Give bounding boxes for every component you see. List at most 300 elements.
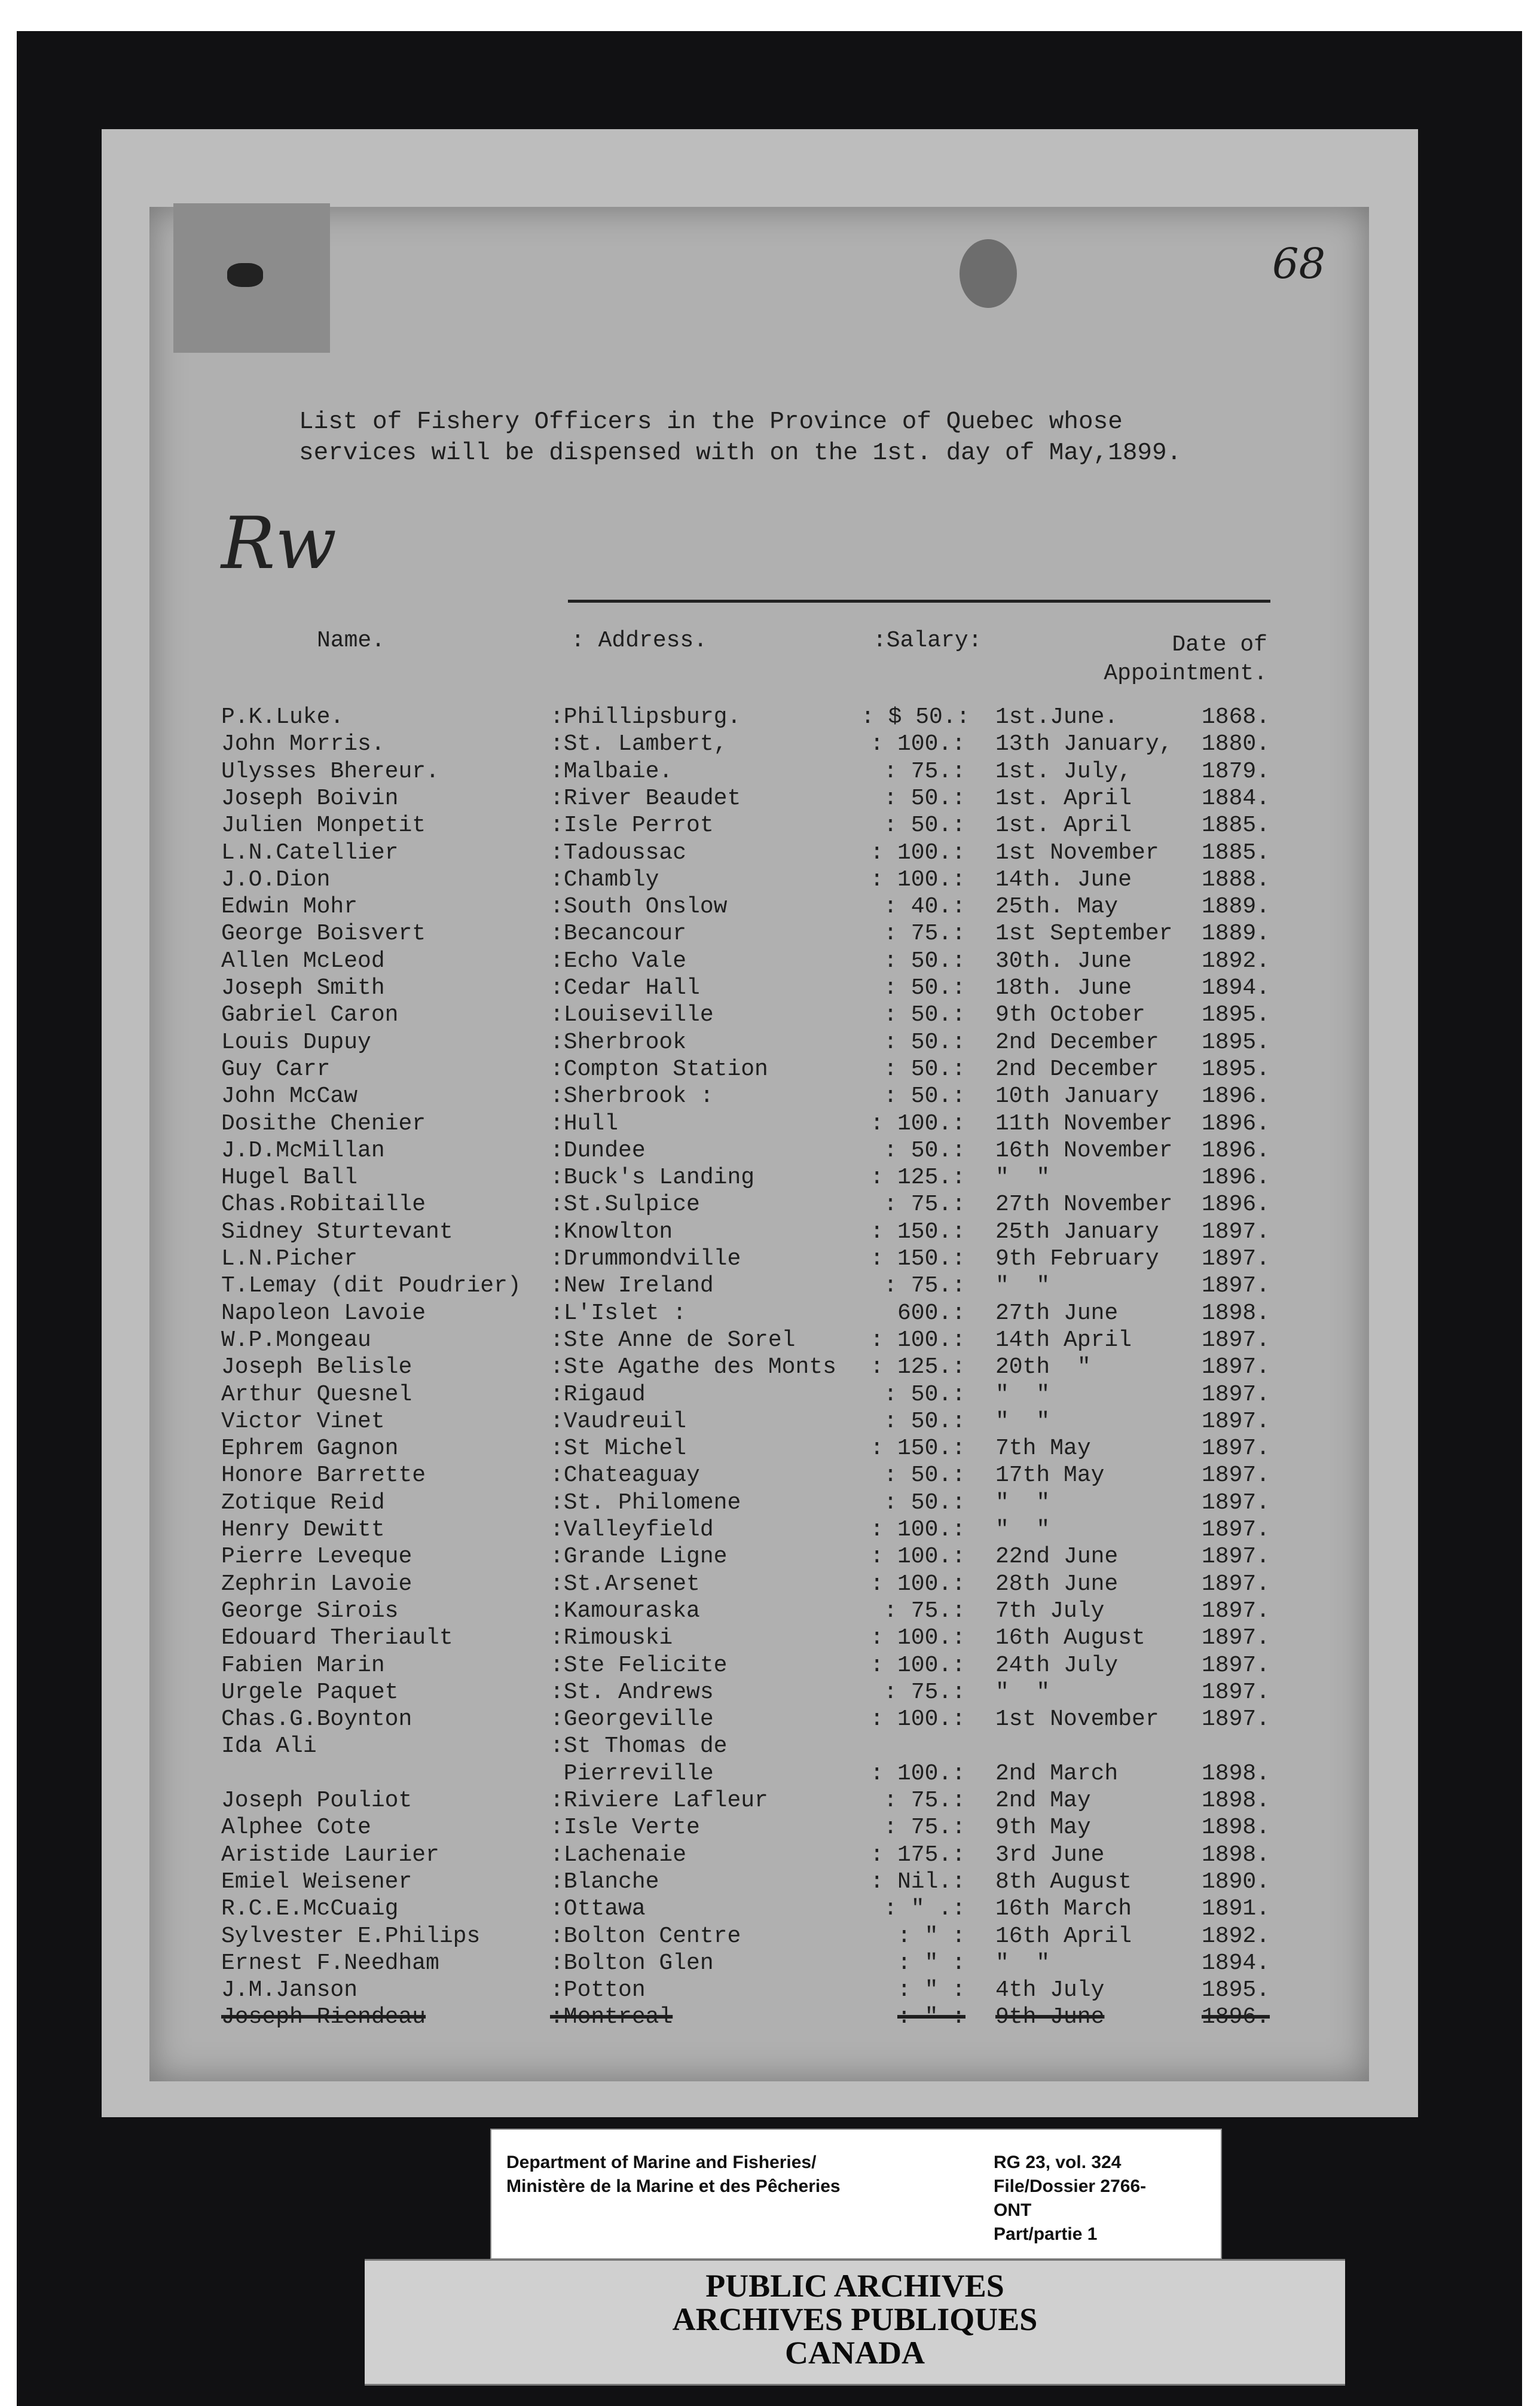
officer-name: Joseph Boivin (221, 786, 399, 811)
officer-salary: : 75.: (884, 1815, 965, 1840)
officer-salary: : " : (897, 2004, 965, 2030)
officer-appointment-year: 1897. (1202, 1382, 1270, 1407)
officer-address: :St Michel (550, 1436, 687, 1461)
officer-appointment-date: 22nd June (995, 1544, 1119, 1570)
officer-row (0, 1571, 1540, 1598)
officer-appointment-date: 2nd May (995, 1788, 1091, 1813)
officer-row (0, 1625, 1540, 1651)
officer-row (0, 1111, 1540, 1137)
officer-appointment-date: 1st.June. (995, 704, 1119, 730)
officer-address: :Bolton Centre (550, 1923, 741, 1949)
officer-appointment-year: 1897. (1202, 1219, 1270, 1245)
officer-row (0, 1327, 1540, 1354)
officer-name: Zotique Reid (221, 1490, 385, 1516)
officer-row (0, 2004, 1540, 2031)
document-title (299, 407, 1255, 469)
officer-appointment-year: 1885. (1202, 840, 1270, 866)
officer-salary: : 50.: (884, 1083, 965, 1109)
officer-appointment-year: 1894. (1202, 1950, 1270, 1976)
officer-appointment-year: 1897. (1202, 1706, 1270, 1732)
officer-name: Sidney Sturtevant (221, 1219, 453, 1245)
officer-address: :Bolton Glen (550, 1950, 714, 1976)
officer-appointment-date: 9th February (995, 1246, 1159, 1272)
officer-salary: : 150.: (870, 1219, 965, 1245)
officer-row (0, 894, 1540, 920)
officer-address: Pierreville (550, 1761, 714, 1787)
officer-name: T.Lemay (dit Poudrier) (221, 1273, 521, 1299)
officer-appointment-year: 1897. (1202, 1653, 1270, 1678)
officer-appointment-date: 30th. June (995, 948, 1132, 974)
officer-appointment-date: 2nd December (995, 1030, 1159, 1055)
archive-reference (994, 2151, 1209, 2246)
officer-row (0, 1544, 1540, 1570)
archive-department (506, 2151, 937, 2199)
archive-department-en: Department of Marine and Fisheries/ (506, 2152, 817, 2172)
officer-appointment-year: 1892. (1202, 948, 1270, 974)
officer-appointment-year: 1896. (1202, 2004, 1270, 2030)
officer-address: :Echo Vale (550, 948, 687, 974)
archive-ref-ont: ONT (994, 2200, 1032, 2220)
officer-salary: : 50.: (884, 1382, 965, 1407)
officer-salary: : 100.: (870, 1653, 965, 1678)
officer-salary: : 50.: (884, 1138, 965, 1164)
officer-appointment-year: 1895. (1202, 1057, 1270, 1082)
officer-salary: : $ 50.: (861, 704, 970, 730)
archives-stamp-line-2: ARCHIVES PUBLIQUES (672, 2301, 1038, 2337)
archives-stamp-text (365, 2269, 1345, 2370)
officer-appointment-date: 7th May (995, 1436, 1091, 1461)
officer-name: R.C.E.McCuaig (221, 1896, 399, 1922)
officer-row (0, 1923, 1540, 1950)
officer-appointment-date: " " (995, 1680, 1050, 1705)
officer-appointment-year: 1890. (1202, 1869, 1270, 1895)
officer-appointment-year: 1897. (1202, 1436, 1270, 1461)
officer-address: :Sherbrook : (550, 1083, 714, 1109)
officer-appointment-year: 1897. (1202, 1598, 1270, 1624)
officer-salary: : 75.: (884, 1192, 965, 1217)
officer-appointment-date: " " (995, 1409, 1050, 1434)
officer-salary: : 50.: (884, 786, 965, 811)
officer-address: :Lachenaie (550, 1842, 687, 1868)
officer-row (0, 1462, 1540, 1489)
column-header-address: : Address. (571, 628, 708, 654)
officer-address: :Vaudreuil (550, 1409, 687, 1434)
officer-salary: : 100.: (870, 1111, 965, 1137)
officer-appointment-year: 1897. (1202, 1517, 1270, 1543)
officer-salary: : 50.: (884, 813, 965, 838)
officer-name: George Boisvert (221, 921, 426, 946)
officer-name: Chas.G.Boynton (221, 1706, 412, 1732)
officer-address: :Buck's Landing (550, 1165, 755, 1190)
officer-name: Joseph Pouliot (221, 1788, 412, 1813)
officer-name: Honore Barrette (221, 1462, 426, 1488)
officer-name: Ephrem Gagnon (221, 1436, 399, 1461)
officer-name: Julien Monpetit (221, 813, 426, 838)
officer-salary: : 100.: (870, 840, 965, 866)
officer-salary: : 50.: (884, 1462, 965, 1488)
officer-appointment-date: 7th July (995, 1598, 1105, 1624)
officer-name: L.N.Picher (221, 1246, 358, 1272)
officer-name: Guy Carr (221, 1057, 331, 1082)
officer-row (0, 1761, 1540, 1787)
officer-row (0, 813, 1540, 839)
officer-name: Aristide Laurier (221, 1842, 439, 1868)
officer-row (0, 1138, 1540, 1164)
officer-name: Ernest F.Needham (221, 1950, 439, 1976)
header-rule (568, 600, 1270, 603)
officer-name: Henry Dewitt (221, 1517, 385, 1543)
archives-stamp-line-3: CANADA (785, 2335, 925, 2371)
officer-salary: : 100.: (870, 1544, 965, 1570)
officer-name: Louis Dupuy (221, 1030, 371, 1055)
officer-address: :Chambly (550, 867, 659, 893)
officer-row (0, 786, 1540, 812)
officer-appointment-year: 1895. (1202, 1977, 1270, 2003)
officer-salary: : 75.: (884, 921, 965, 946)
officer-row (0, 759, 1540, 785)
officer-address: :Knowlton (550, 1219, 673, 1245)
officer-salary: : 125.: (870, 1354, 965, 1380)
officer-salary: : 50.: (884, 1030, 965, 1055)
officer-appointment-date: 16th April (995, 1923, 1132, 1949)
officer-name: George Sirois (221, 1598, 399, 1624)
officer-appointment-year: 1892. (1202, 1923, 1270, 1949)
officer-name: John Morris. (221, 731, 385, 757)
officer-appointment-date: " " (995, 1517, 1050, 1543)
officer-row (0, 975, 1540, 1002)
archive-department-fr: Ministère de la Marine et des Pêcheries (506, 2176, 841, 2196)
officer-address: :Dundee (550, 1138, 646, 1164)
officer-salary: : 100.: (870, 1625, 965, 1651)
officer-name: L.N.Catellier (221, 840, 399, 866)
officer-address: :Compton Station (550, 1057, 768, 1082)
archive-ref-rg: RG 23, vol. 324 (994, 2152, 1122, 2172)
officer-row (0, 1517, 1540, 1543)
officer-address: :Louiseville (550, 1002, 714, 1028)
officer-appointment-year: 1879. (1202, 759, 1270, 784)
officer-name: Victor Vinet (221, 1409, 385, 1434)
officer-address: :Isle Verte (550, 1815, 700, 1840)
officer-appointment-date: 10th January (995, 1083, 1159, 1109)
officer-salary: : 50.: (884, 1057, 965, 1082)
officer-address: :Grande Ligne (550, 1544, 728, 1570)
officer-name: Gabriel Caron (221, 1002, 399, 1028)
officer-name: Edwin Mohr (221, 894, 358, 920)
page-number: 68 (1272, 239, 1326, 288)
officer-appointment-date: 1st November (995, 840, 1159, 866)
officer-appointment-date: 16th November (995, 1138, 1173, 1164)
officer-address: :L'Islet : (550, 1300, 687, 1326)
officer-address: :Ste Felicite (550, 1653, 728, 1678)
officer-address: :Potton (550, 1977, 646, 2003)
officer-appointment-date: 18th. June (995, 975, 1132, 1001)
officer-row (0, 1869, 1540, 1895)
officer-appointment-date: 11th November (995, 1111, 1173, 1137)
officer-name: J.O.Dion (221, 867, 331, 893)
officer-name: Sylvester E.Philips (221, 1923, 481, 1949)
column-header-salary: :Salary: (873, 628, 982, 654)
officer-name: Chas.Robitaille (221, 1192, 426, 1217)
officer-row (0, 867, 1540, 893)
officer-appointment-year: 1884. (1202, 786, 1270, 811)
officer-address: :Kamouraska (550, 1598, 700, 1624)
officer-appointment-year: 1897. (1202, 1680, 1270, 1705)
officer-address: :Valleyfield (550, 1517, 714, 1543)
officer-appointment-year: 1888. (1202, 867, 1270, 893)
officer-appointment-year: 1897. (1202, 1462, 1270, 1488)
officer-appointment-date: 25th. May (995, 894, 1119, 920)
stamp-mark (227, 263, 263, 287)
officer-row (0, 1706, 1540, 1733)
officer-row (0, 921, 1540, 947)
officer-appointment-year: 1897. (1202, 1544, 1270, 1570)
archive-ref-part: Part/partie 1 (994, 2224, 1098, 2244)
officer-appointment-year: 1896. (1202, 1138, 1270, 1164)
officer-appointment-date: 14th. June (995, 867, 1132, 893)
officer-address: :Montreal (550, 2004, 673, 2030)
corner-stamp (173, 203, 330, 353)
officer-row (0, 1382, 1540, 1408)
officer-salary: : 125.: (870, 1165, 965, 1190)
officer-appointment-year: 1894. (1202, 975, 1270, 1001)
officer-appointment-date: " " (995, 1165, 1050, 1190)
officer-appointment-year: 1897. (1202, 1625, 1270, 1651)
officer-name: W.P.Mongeau (221, 1327, 371, 1353)
archive-ref-file: File/Dossier 2766- (994, 2176, 1147, 2196)
officer-row (0, 1436, 1540, 1462)
officer-row (0, 1842, 1540, 1868)
officer-row (0, 1490, 1540, 1516)
officer-appointment-date: 1st September (995, 921, 1173, 946)
officer-name: Ulysses Bhereur. (221, 759, 439, 784)
officer-appointment-year: 1897. (1202, 1273, 1270, 1299)
officer-appointment-year: 1885. (1202, 813, 1270, 838)
officer-appointment-date: 17th May (995, 1462, 1105, 1488)
officer-name: J.M.Janson (221, 1977, 358, 2003)
officer-salary: : 75.: (884, 1680, 965, 1705)
officer-appointment-year: 1889. (1202, 894, 1270, 920)
officer-salary: : " .: (884, 1896, 965, 1922)
officer-salary: : 75.: (884, 1598, 965, 1624)
officer-appointment-year: 1897. (1202, 1327, 1270, 1353)
public-archives-stamp (365, 2259, 1345, 2386)
officer-address: :Chateaguay (550, 1462, 700, 1488)
officer-salary: : 50.: (884, 1490, 965, 1516)
officer-row (0, 1815, 1540, 1841)
officer-salary: : 75.: (884, 1273, 965, 1299)
officer-appointment-date: 1st. April (995, 813, 1132, 838)
officer-row (0, 1165, 1540, 1191)
officer-appointment-date: 3rd June (995, 1842, 1105, 1868)
officer-appointment-date: 4th July (995, 1977, 1105, 2003)
officer-name: John McCaw (221, 1083, 358, 1109)
officer-appointment-year: 1897. (1202, 1490, 1270, 1516)
officer-address: :Ste Anne de Sorel (550, 1327, 796, 1353)
officer-appointment-year: 1895. (1202, 1002, 1270, 1028)
officer-salary: : 50.: (884, 1002, 965, 1028)
officer-row (0, 1788, 1540, 1814)
officer-appointment-date: 8th August (995, 1869, 1132, 1895)
officer-address: :Hull (550, 1111, 619, 1137)
officer-row (0, 1002, 1540, 1028)
officer-name: P.K.Luke. (221, 704, 344, 730)
officer-appointment-date: 9th May (995, 1815, 1091, 1840)
officer-address: :Malbaie. (550, 759, 673, 784)
column-header-date-line-2: Appointment. (1104, 661, 1267, 686)
officer-row (0, 1246, 1540, 1272)
handwritten-signature: Rw (221, 502, 337, 585)
officer-row (0, 948, 1540, 975)
officer-row (0, 1057, 1540, 1083)
officer-row (0, 1950, 1540, 1977)
officer-appointment-date: " " (995, 1950, 1050, 1976)
officer-address: :St. Andrews (550, 1680, 714, 1705)
officer-salary: 600.: (897, 1300, 965, 1326)
column-header-date-line-1: Date of (1172, 632, 1267, 658)
officer-salary: : " : (897, 1950, 965, 1976)
officer-appointment-year: 1898. (1202, 1300, 1270, 1326)
officer-address: :River Beaudet (550, 786, 741, 811)
title-line-1: List of Fishery Officers in the Province of Quebec whose (299, 408, 1123, 436)
officer-row (0, 1896, 1540, 1922)
officer-salary: : 175.: (870, 1842, 965, 1868)
officer-appointment-date: 14th April (995, 1327, 1132, 1353)
officer-appointment-date: 2nd March (995, 1761, 1119, 1787)
officer-address: :Drummondville (550, 1246, 741, 1272)
officer-appointment-date: 24th July (995, 1653, 1119, 1678)
officer-appointment-date: 27th November (995, 1192, 1173, 1217)
officer-address: :Cedar Hall (550, 975, 700, 1001)
officer-appointment-date: 27th June (995, 1300, 1119, 1326)
officer-address: :Becancour (550, 921, 687, 946)
officer-name: Hugel Ball (221, 1165, 358, 1190)
officer-appointment-year: 1898. (1202, 1788, 1270, 1813)
officer-name: Joseph Smith (221, 975, 385, 1001)
officer-address: :St.Arsenet (550, 1571, 700, 1597)
officer-appointment-year: 1897. (1202, 1246, 1270, 1272)
officer-appointment-date: 16th August (995, 1625, 1145, 1651)
officer-row (0, 840, 1540, 866)
officer-name: Pierre Leveque (221, 1544, 412, 1570)
archives-stamp-line-1: PUBLIC ARCHIVES (705, 2268, 1004, 2304)
officer-appointment-date: " " (995, 1490, 1050, 1516)
officer-name: Arthur Quesnel (221, 1382, 412, 1407)
officer-row (0, 1219, 1540, 1245)
officer-appointment-date: 1st. July, (995, 759, 1132, 784)
officer-appointment-year: 1898. (1202, 1815, 1270, 1840)
officer-address: :Georgeville (550, 1706, 714, 1732)
officer-appointment-date: 1st. April (995, 786, 1132, 811)
officer-salary: : 150.: (870, 1246, 965, 1272)
officer-appointment-date: 28th June (995, 1571, 1119, 1597)
officer-address: :Riviere Lafleur (550, 1788, 768, 1813)
officer-row (0, 1733, 1540, 1760)
title-line-2: services will be dispensed with on the 1st. day of May,1899. (299, 439, 1182, 467)
officer-appointment-date: 13th January, (995, 731, 1173, 757)
officer-address: :Rigaud (550, 1382, 646, 1407)
officer-row (0, 1030, 1540, 1056)
officer-name: Joseph Belisle (221, 1354, 412, 1380)
officer-salary: : 100.: (870, 1571, 965, 1597)
officer-salary: : 100.: (870, 1761, 965, 1787)
officer-salary: : 100.: (870, 1327, 965, 1353)
officer-salary: : 150.: (870, 1436, 965, 1461)
officer-salary: : 100.: (870, 731, 965, 757)
officer-name: Napoleon Lavoie (221, 1300, 426, 1326)
officer-row (0, 1354, 1540, 1381)
officer-address: :South Onslow (550, 894, 728, 920)
officer-appointment-date: " " (995, 1382, 1050, 1407)
officer-address: :Sherbrook (550, 1030, 687, 1055)
officer-appointment-date: 16th March (995, 1896, 1132, 1922)
officer-salary: : " : (897, 1977, 965, 2003)
officer-address: :New Ireland (550, 1273, 714, 1299)
officer-row (0, 1653, 1540, 1679)
officer-name: Ida Ali (221, 1733, 317, 1759)
column-header-date (1052, 631, 1267, 688)
officer-name: Fabien Marin (221, 1653, 385, 1678)
officer-salary: : 40.: (884, 894, 965, 920)
officer-address: :St. Philomene (550, 1490, 741, 1516)
officer-address: :St. Lambert, (550, 731, 728, 757)
officer-appointment-year: 1868. (1202, 704, 1270, 730)
officer-appointment-date: " " (995, 1273, 1050, 1299)
officer-appointment-year: 1895. (1202, 1030, 1270, 1055)
officer-appointment-date: 20th " (995, 1354, 1091, 1380)
archive-label-card (490, 2129, 1222, 2260)
officer-address: :St.Sulpice (550, 1192, 700, 1217)
officer-address: :Isle Perrot (550, 813, 714, 838)
officer-appointment-date: 25th January (995, 1219, 1159, 1245)
punch-hole (960, 239, 1017, 308)
officer-appointment-date: 9th June (995, 2004, 1105, 2030)
officer-appointment-year: 1896. (1202, 1192, 1270, 1217)
officer-appointment-year: 1897. (1202, 1354, 1270, 1380)
officer-name: Allen McLeod (221, 948, 385, 974)
officer-address: :Rimouski (550, 1625, 673, 1651)
officer-salary: : 50.: (884, 948, 965, 974)
officer-name: Joseph Riendeau (221, 2004, 426, 2030)
officer-row (0, 1083, 1540, 1110)
officer-address: :Phillipsburg. (550, 704, 741, 730)
officer-row (0, 1598, 1540, 1625)
officer-salary: : 100.: (870, 867, 965, 893)
officer-appointment-year: 1896. (1202, 1083, 1270, 1109)
officer-name: Zephrin Lavoie (221, 1571, 412, 1597)
officer-salary: : Nil.: (870, 1869, 965, 1895)
officer-row (0, 1300, 1540, 1327)
officer-address: :St Thomas de (550, 1733, 728, 1759)
officer-appointment-year: 1898. (1202, 1761, 1270, 1787)
officer-appointment-year: 1889. (1202, 921, 1270, 946)
officer-row (0, 704, 1540, 731)
officer-salary: : 100.: (870, 1517, 965, 1543)
officer-address: :Blanche (550, 1869, 659, 1895)
officer-row (0, 1977, 1540, 2004)
officer-row (0, 1273, 1540, 1299)
officer-appointment-year: 1880. (1202, 731, 1270, 757)
officer-salary: : 75.: (884, 1788, 965, 1813)
officer-name: Emiel Weisener (221, 1869, 412, 1895)
officer-address: :Ottawa (550, 1896, 646, 1922)
officer-appointment-year: 1896. (1202, 1111, 1270, 1137)
officer-row (0, 1680, 1540, 1706)
officer-salary: : " : (897, 1923, 965, 1949)
officer-row (0, 731, 1540, 758)
officer-salary: : 75.: (884, 759, 965, 784)
officer-name: Dosithe Chenier (221, 1111, 426, 1137)
officer-salary: : 50.: (884, 975, 965, 1001)
